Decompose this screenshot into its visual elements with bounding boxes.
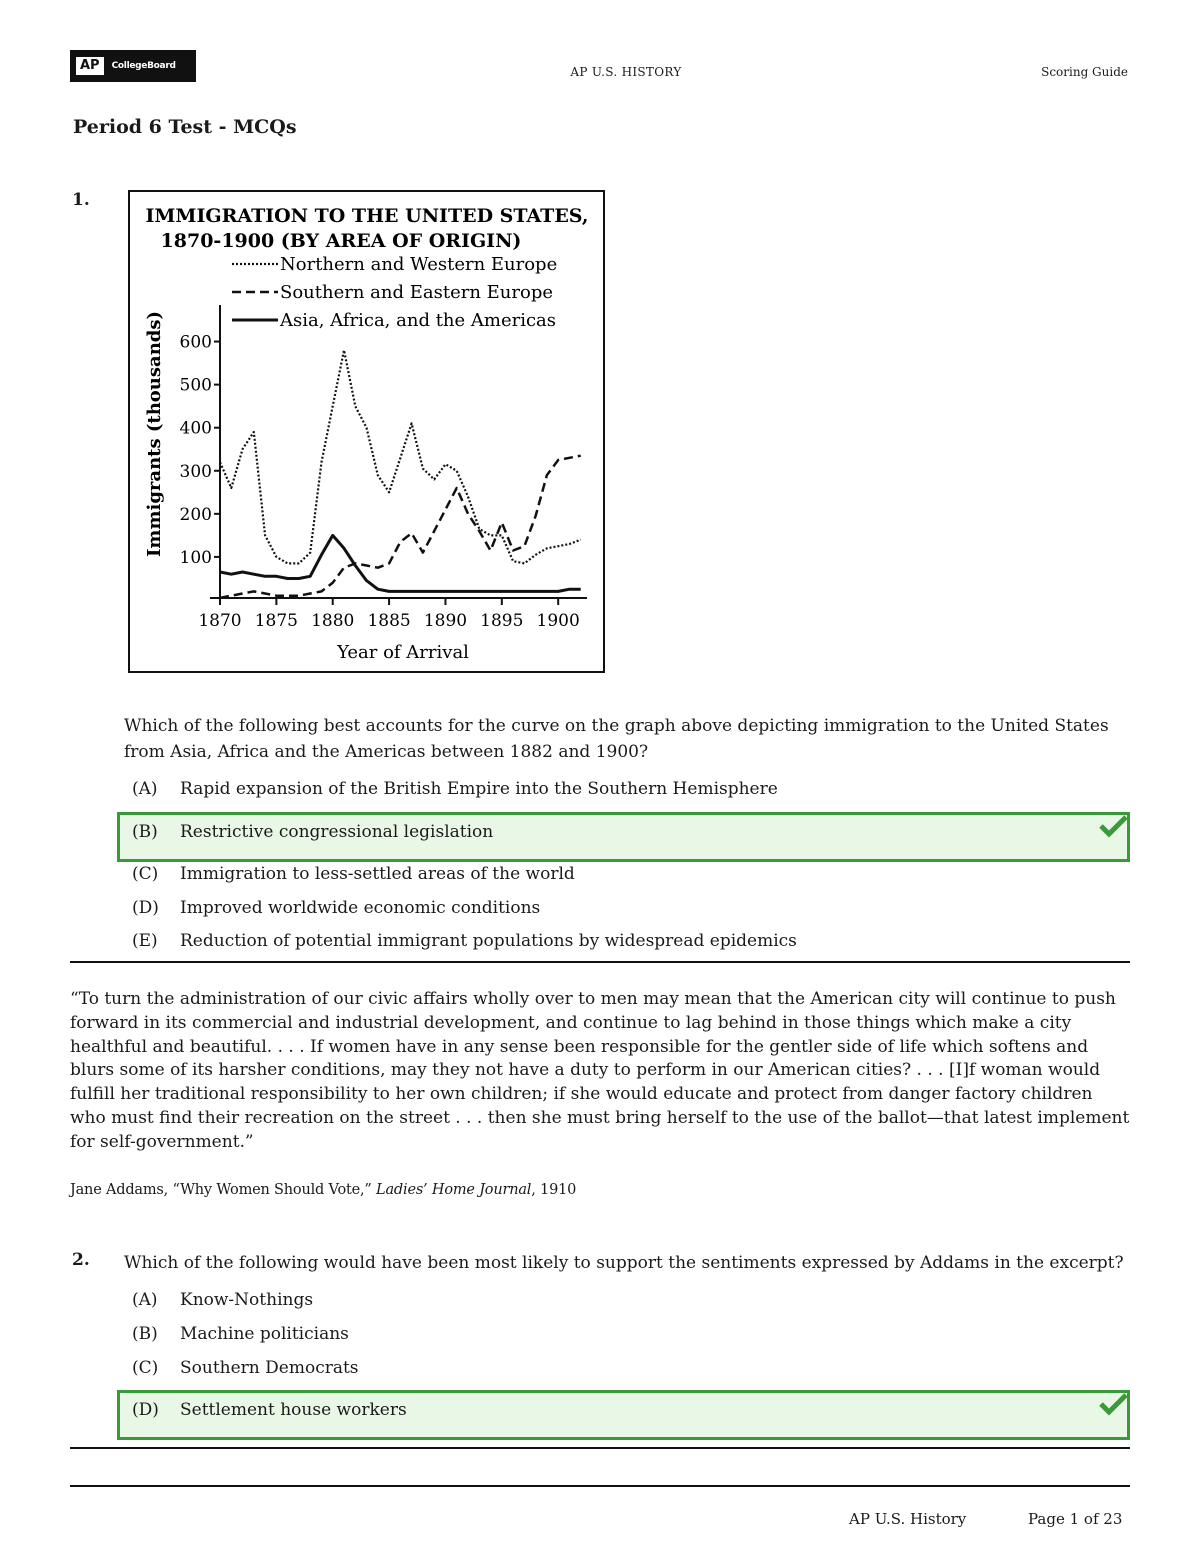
legend-label: Asia, Africa, and the Americas <box>280 310 557 331</box>
divider <box>70 1447 1130 1449</box>
x-tick-label: 1900 <box>536 611 580 631</box>
choice-letter: (B) <box>132 822 158 842</box>
choice-text: Southern Democrats <box>180 1358 359 1378</box>
choice-letter: (C) <box>132 1358 159 1378</box>
page-title: Period 6 Test - MCQs <box>73 116 297 138</box>
x-tick-label: 1875 <box>254 611 298 631</box>
chart-ylabel: Immigrants (thousands) <box>144 310 165 558</box>
legend-label: Southern and Eastern Europe <box>280 282 553 303</box>
addams-excerpt: “To turn the administration of our civic affairs wholly over to men may mean that the American city will continue to push forward in its commercial and industrial development, and continue to lag behind in those things which make a city healthful and beautiful. . . . If women have in any sense been responsible for the gentler side of life which softens and blurs some of its harsher conditions, may they not have a duty to perform in our American cities? . . . [I]f woman would fulfill her traditional responsibility to her own children; if she would educate and protect from danger factory children who must find their recreation on the street . . . then she must bring herself to the use of the ballot—that latest implement for self-government.” <box>70 989 1130 1152</box>
q1-choice-c[interactable] <box>118 861 1128 887</box>
choice-text: Reduction of potential immigrant populations by widespread epidemics <box>180 931 797 951</box>
chart-title-line1: IMMIGRATION TO THE UNITED STATES, <box>145 205 589 227</box>
y-tick-label: 600 <box>179 332 212 353</box>
immigration-chart <box>128 190 605 673</box>
q2-stem: Which of the following would have been most likely to support the sentiments expressed by Addams in the excerpt? <box>124 1253 1124 1273</box>
x-tick-label: 1885 <box>367 611 411 631</box>
q2-choice-d[interactable] <box>118 1397 1128 1423</box>
header-doc-type: Scoring Guide <box>1041 65 1128 79</box>
q1-choice-e[interactable] <box>118 928 1128 954</box>
q1-choice-b[interactable] <box>118 819 1128 845</box>
choice-text: Immigration to less-settled areas of the world <box>180 864 575 884</box>
x-tick-label: 1880 <box>311 611 355 631</box>
excerpt-source <box>70 1182 576 1198</box>
checkmark-icon <box>1098 814 1130 840</box>
page-number: Page 1 of 23 <box>1028 1510 1123 1528</box>
choice-letter: (D) <box>132 1400 159 1420</box>
choice-text: Know-Nothings <box>180 1290 314 1310</box>
choice-letter: (A) <box>132 779 158 799</box>
collegeboard-logo-text: CollegeBoard <box>111 61 176 71</box>
choice-letter: (D) <box>132 898 159 918</box>
chart-svg <box>130 192 603 671</box>
footer-rule <box>70 1485 1130 1487</box>
choice-text: Rapid expansion of the British Empire into the Southern Hemisphere <box>180 779 778 799</box>
choice-text: Restrictive congressional legislation <box>180 822 494 842</box>
q1-choice-d[interactable] <box>118 895 1128 921</box>
choice-letter: (A) <box>132 1290 158 1310</box>
ap-logo-text: AP <box>76 57 104 75</box>
footer-course: AP U.S. History <box>849 1510 967 1528</box>
q2-number: 2. <box>72 1250 90 1270</box>
source-author: Jane Addams, “Why Women Should Vote,” <box>70 1182 377 1198</box>
x-tick-label: 1890 <box>423 611 468 631</box>
source-publication: Ladies’ Home Journal <box>376 1182 532 1198</box>
choice-text: Machine politicians <box>180 1324 349 1344</box>
q2-choice-c[interactable] <box>118 1355 1128 1381</box>
q1-choice-a[interactable] <box>118 776 1128 802</box>
q1-stem-line2: from Asia, Africa and the Americas between 1882 and 1900? <box>124 742 649 762</box>
y-tick-label: 100 <box>179 547 212 568</box>
legend-label: Northern and Western Europe <box>280 254 558 275</box>
divider <box>70 961 1130 963</box>
choice-text: Settlement house workers <box>180 1400 407 1420</box>
x-tick-label: 1895 <box>480 611 524 631</box>
x-tick-label: 1870 <box>198 611 242 631</box>
y-tick-label: 500 <box>179 375 212 396</box>
y-tick-label: 200 <box>179 504 212 525</box>
header-course: AP U.S. HISTORY <box>570 65 682 79</box>
source-year: , 1910 <box>531 1182 577 1198</box>
chart-title-line2: 1870-1900 (BY AREA OF ORIGIN) <box>160 230 522 252</box>
choice-letter: (C) <box>132 864 159 884</box>
choice-text: Improved worldwide economic conditions <box>180 898 541 918</box>
q1-number: 1. <box>72 190 90 210</box>
checkmark-icon <box>1098 1392 1130 1418</box>
q1-stem-line1: Which of the following best accounts for the curve on the graph above depicting immigration to the United States <box>124 716 1109 736</box>
series-line-1 <box>220 350 581 563</box>
y-tick-label: 400 <box>179 418 212 439</box>
q2-choice-b[interactable] <box>118 1321 1128 1347</box>
choice-letter: (E) <box>132 931 158 951</box>
q2-choice-a[interactable] <box>118 1287 1128 1313</box>
y-tick-label: 300 <box>179 461 212 482</box>
choice-letter: (B) <box>132 1324 158 1344</box>
chart-xlabel: Year of Arrival <box>337 642 469 663</box>
